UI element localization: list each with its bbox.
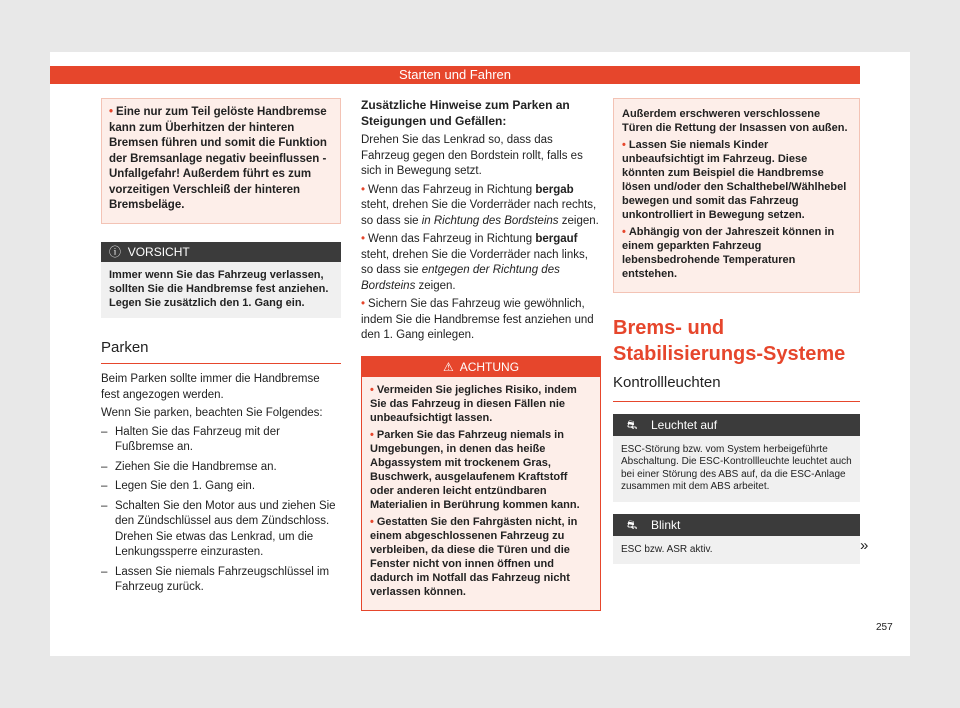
lamp-text-1: ESC-Störung bzw. vom System herbeigeführte Abschaltung. Die ESC-Kontrollleuchte leuchtet auch bei einer Störung des ABS auf, da die ESC-Anlage zusammen mit dem ABS arbeitet. <box>613 436 860 502</box>
list-item: – Schalten Sie den Motor aus und ziehen Sie den Zündschlüssel aus dem Zündschloss. Drehen Sie etwas das Lenkrad, um die Lenkungssperre einzurasten. <box>101 499 336 558</box>
info-icon: ⓘ <box>109 244 122 259</box>
lamp-header-2 <box>613 514 860 536</box>
vorsicht-title: VORSICHT <box>127 244 190 259</box>
list-item: – Legen Sie den 1. Gang ein. <box>101 480 256 492</box>
column-3 <box>613 98 860 564</box>
parken-intro: Beim Parken sollte immer die Handbremse fest angezogen werden. <box>101 373 320 401</box>
esc-warning-icon: ⛐ <box>626 517 638 532</box>
achtung-item: • Abhängig von der Jahreszeit können in einem geparkten Fahrzeug lebensbedrohende Temperaturen entstehen. <box>622 226 835 280</box>
lamp-text-2: ESC bzw. ASR aktiv. <box>613 536 860 565</box>
achtung-continued-text: Außerdem erschweren verschlossene Türen die Rettung der Insassen von außen. <box>622 108 848 134</box>
vorsicht-header <box>101 242 341 262</box>
achtung-header <box>362 357 600 377</box>
achtung-item: • Parken Sie das Fahrzeug niemals in Umgebungen, in denen das heiße Abgassystem mit trockenem Gras, Buschwerk, ausgelaufenem Kraftstoff oder anderen leicht entzündbaren Materialien in Berührung kommen kann. <box>370 428 580 511</box>
parken-heading: Parken <box>101 340 341 365</box>
parken-list <box>101 425 341 596</box>
slope-heading: Zusätzliche Hinweise zum Parken an Steigungen und Gefällen: <box>361 98 570 128</box>
kontrollleuchten-heading: Kontrollleuchten <box>613 375 860 402</box>
achtung-continued-box <box>613 98 860 293</box>
achtung-item: • Lassen Sie niemals Kinder unbeaufsichtigt im Fahrzeug. Diese könnten zum Beispiel die Handbremse lösen und/oder den Schalthebel/Wählhebel bewegen und somit das Fahrzeug unkontrolliert in Bewegung setzen. <box>622 139 847 221</box>
achtung-title: ACHTUNG <box>459 359 520 374</box>
bullet-icon: • <box>109 106 114 118</box>
continue-arrow-icon: » <box>860 537 869 554</box>
lamp-block-1 <box>613 414 860 502</box>
parken-lead: Wenn Sie parken, beachten Sie Folgendes: <box>101 407 323 419</box>
column-1 <box>101 98 341 600</box>
achtung-box <box>361 356 601 611</box>
lamp-header-1 <box>613 414 860 436</box>
list-item: – Lassen Sie niemals Fahrzeugschlüssel im Fahrzeug zurück. <box>101 565 330 593</box>
esc-warning-icon: ⛐ <box>626 417 638 432</box>
slope-bullet-2: • Wenn das Fahrzeug in Richtung bergauf steht, drehen Sie die Vorderräder nach links, so dass sie entgegen der Richtung des Bordsteins zeigen. <box>361 233 588 292</box>
chapter-title: Brems- und Stabilisierungs-Systeme <box>613 317 846 365</box>
lamp-block-2 <box>613 514 860 565</box>
section-header: Starten und Fahren <box>50 66 860 84</box>
warning-text: Eine nur zum Teil gelöste Handbremse kann zum Überhitzen der hinteren Bremsen führen und somit die Funktion der Bremsanlage negativ beeinflussen - Unfallgefahr! Außerdem führt es zum vorzeitigen Verschleiß der hinteren Bremsbeläge. <box>109 106 327 211</box>
achtung-item: • Gestatten Sie den Fahrgästen nicht, in einem abgeschlossenen Fahrzeug zu verbleiben, da diese die Türen und die Fenster nicht von innen öffnen und dadurch im Notfall das Fahrzeug nicht verlassen können. <box>370 515 578 598</box>
vorsicht-box <box>101 242 341 318</box>
lamp-title-1: Leuchtet auf <box>651 417 718 432</box>
slope-bullet-3: • Sichern Sie das Fahrzeug wie gewöhnlich, indem Sie die Handbremse fest anziehen und den 1. Gang einlegen. <box>361 298 594 341</box>
page-number: 257 <box>876 622 893 633</box>
lamp-title-2: Blinkt <box>651 517 681 532</box>
column-2 <box>361 98 601 611</box>
slope-intro: Drehen Sie das Lenkrad so, dass das Fahrzeug gegen den Bordstein rollt, falls es sich in Bewegung setzt. <box>361 134 583 177</box>
achtung-item: • Vermeiden Sie jegliches Risiko, indem Sie das Fahrzeug in diesen Fällen nie unbeaufsichtigt lassen. <box>370 383 577 424</box>
warning-triangle-icon: ⚠ <box>442 359 454 374</box>
vorsicht-text: Immer wenn Sie das Fahrzeug verlassen, sollten Sie die Handbremse fest anziehen. Legen Sie zusätzlich den 1. Gang ein. <box>109 268 329 309</box>
achtung-body <box>362 377 600 610</box>
warning-box-continued <box>101 98 341 224</box>
list-item: – Halten Sie das Fahrzeug mit der Fußbremse an. <box>101 425 280 453</box>
list-item: – Ziehen Sie die Handbremse an. <box>101 460 277 473</box>
slope-bullet-1: • Wenn das Fahrzeug in Richtung bergab steht, drehen Sie die Vorderräder nach rechts, so dass sie in Richtung des Bordsteins zeigen. <box>361 183 599 227</box>
